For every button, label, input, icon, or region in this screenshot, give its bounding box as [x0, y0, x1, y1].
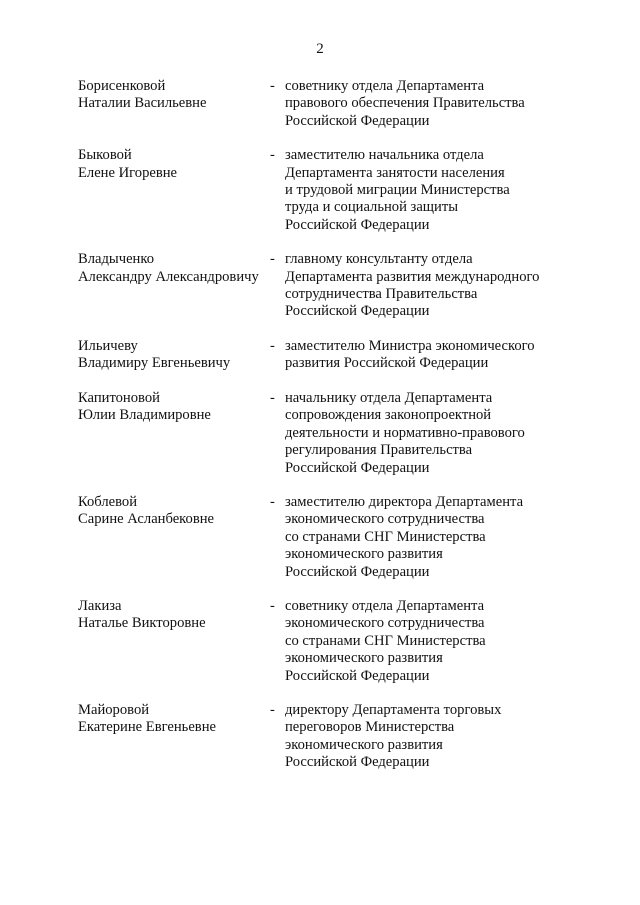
position-line: Российской Федерации [285, 303, 430, 320]
position-line: экономического развития [285, 546, 443, 563]
position-line: начальнику отдела Департамента [285, 389, 493, 406]
position-line: Российской Федерации [285, 667, 430, 684]
given-names: Наталии Васильевне [78, 95, 207, 112]
person-name [78, 494, 268, 529]
position-line: переговоров Министерства [285, 719, 455, 736]
position-line: деятельности и нормативно-правового [285, 424, 525, 441]
surname: Ильичеву [78, 337, 138, 354]
position-line: Российской Федерации [285, 112, 430, 129]
position-line: со странами СНГ Министерства [285, 528, 486, 545]
list-item [78, 251, 578, 321]
given-names: Наталье Викторовне [78, 615, 206, 632]
position-line: директору Департамента торговых [285, 701, 502, 718]
surname: Капитоновой [78, 389, 160, 406]
position-title [285, 251, 578, 321]
position-line: Департамента развития международного [285, 268, 540, 285]
dash-separator: - [270, 493, 275, 510]
position-line: труда и социальной защиты [285, 199, 459, 216]
surname: Владыченко [78, 251, 154, 268]
position-line: советнику отдела Департамента [285, 597, 485, 614]
person-name [78, 147, 268, 182]
position-line: со странами СНГ Министерства [285, 632, 486, 649]
list-item [78, 338, 578, 373]
given-names: Екатерине Евгеньевне [78, 719, 216, 736]
surname: Быковой [78, 147, 132, 164]
position-title [285, 390, 578, 477]
list-item [78, 598, 578, 685]
list-item [78, 702, 578, 772]
position-line: экономического сотрудничества [285, 511, 485, 528]
person-name [78, 78, 268, 113]
position-line: развития Российской Федерации [285, 355, 489, 372]
dash-separator: - [270, 597, 275, 614]
position-line: главному консультанту отдела [285, 251, 473, 268]
surname: Лакиза [78, 597, 122, 614]
dash-separator: - [270, 147, 275, 164]
surname: Майоровой [78, 701, 150, 718]
surname: Борисенковой [78, 78, 166, 94]
position-title [285, 78, 578, 130]
position-line: Департамента занятости населения [285, 164, 505, 181]
position-line: экономического развития [285, 736, 443, 753]
position-line: советнику отдела Департамента [285, 78, 485, 94]
given-names: Елене Игоревне [78, 164, 178, 181]
dash-separator: - [270, 389, 275, 406]
person-name [78, 338, 268, 373]
list-item [78, 390, 578, 477]
given-names: Александру Александровичу [78, 268, 259, 285]
person-name [78, 598, 268, 633]
person-name [78, 702, 268, 737]
position-line: заместителю Министра экономического [285, 337, 535, 354]
position-line: заместителю директора Департамента [285, 493, 524, 510]
position-title [285, 147, 578, 234]
given-names: Владимиру Евгеньевичу [78, 355, 231, 372]
dash-separator: - [270, 251, 275, 268]
position-line: регулирования Правительства [285, 442, 473, 459]
position-title [285, 598, 578, 685]
position-line: Российской Федерации [285, 216, 430, 233]
dash-separator: - [270, 701, 275, 718]
position-line: правового обеспечения Правительства [285, 95, 525, 112]
list-item [78, 147, 578, 234]
page-number: 2 [316, 41, 324, 57]
position-title [285, 702, 578, 772]
position-line: и трудовой миграции Министерства [285, 182, 510, 199]
list-item [78, 494, 578, 581]
surname: Коблевой [78, 493, 138, 510]
position-line: сопровождения законопроектной [285, 407, 492, 424]
position-line: экономического сотрудничества [285, 615, 485, 632]
position-line: Российской Федерации [285, 459, 430, 476]
position-line: Российской Федерации [285, 754, 430, 771]
position-line: заместителю начальника отдела [285, 147, 484, 164]
person-name [78, 390, 268, 425]
person-name [78, 251, 268, 286]
dash-separator: - [270, 78, 275, 94]
position-title [285, 338, 578, 373]
position-title [285, 494, 578, 581]
position-line: экономического развития [285, 650, 443, 667]
appointment-list [78, 78, 578, 772]
given-names: Сарине Асланбековне [78, 511, 215, 528]
position-line: Российской Федерации [285, 563, 430, 580]
given-names: Юлии Владимировне [78, 407, 211, 424]
dash-separator: - [270, 337, 275, 354]
list-item [78, 78, 578, 130]
position-line: сотрудничества Правительства [285, 286, 478, 303]
